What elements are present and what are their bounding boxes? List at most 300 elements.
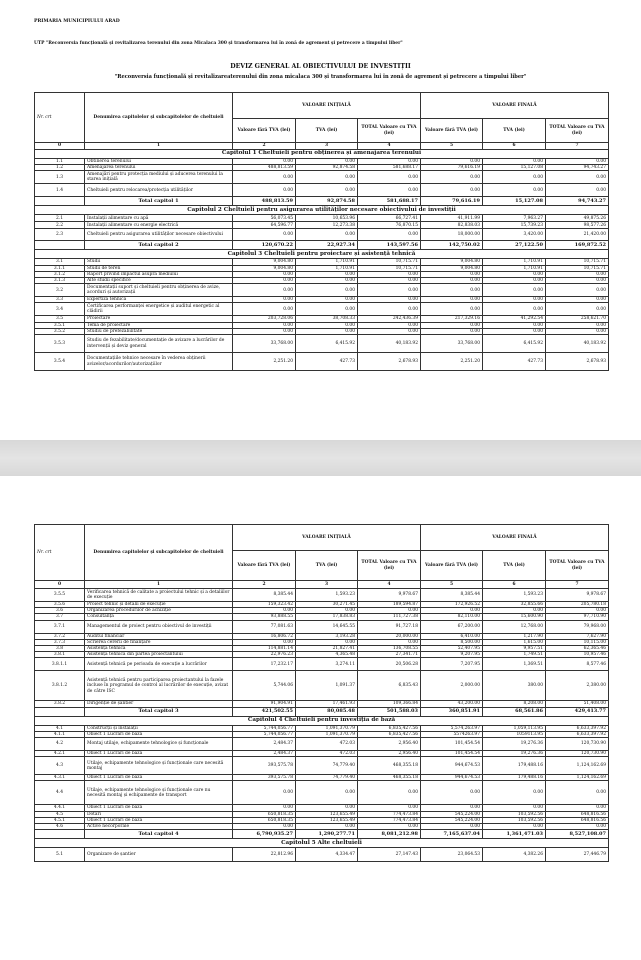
final-vat: 1,615.00 [483, 639, 546, 645]
initial-vat: 0.00 [296, 805, 358, 811]
initial-total-with-vat: 136,708.55 [358, 646, 421, 652]
final-vat: 0.00 [483, 171, 546, 184]
initial-total-with-vat: 8,081,212.98 [358, 830, 421, 839]
final-value-no-vat: 5574263.97 [421, 731, 483, 737]
header-total: TOTAL Valoare cu TVA (lei) [546, 119, 609, 143]
header-valoare-initiala: VALOARE INIȚIALĂ [233, 525, 421, 551]
initial-vat: 1,593.23 [296, 589, 358, 602]
row-code: 3.7.1 [35, 620, 85, 633]
final-total-with-vat: 21,420.00 [546, 229, 609, 241]
row-code: 4.5.1 [35, 817, 85, 823]
final-vat: 0.00 [483, 322, 546, 328]
row-code: 4.4 [35, 781, 85, 805]
header-nr-crt: Nr. crt [35, 525, 85, 581]
final-total-with-vat: 120,730.90 [546, 738, 609, 751]
final-value-no-vat: 0.00 [421, 824, 483, 830]
initial-total-with-vat: 0.00 [358, 171, 421, 184]
initial-vat: 1,091,370.79 [296, 731, 358, 737]
table-row [35, 620, 609, 633]
initial-value-no-vat: 0.00 [233, 328, 296, 334]
column-index: 1 [85, 581, 233, 589]
row-code: 4.3 [35, 757, 85, 775]
table-row [35, 229, 609, 241]
row-description: Obiect 1 Lucrări de bază [85, 775, 233, 781]
row-description: Instalații alimentare cu apă [85, 215, 233, 222]
initial-value-no-vat: 0.00 [233, 297, 296, 303]
final-vat: 41,292.54 [483, 316, 546, 322]
column-index: 7 [546, 581, 609, 589]
row-description: Scrierea cererii de finanțare [85, 639, 233, 645]
initial-total-with-vat: 0.00 [358, 781, 421, 805]
final-vat: 0.00 [483, 303, 546, 316]
initial-total-with-vat: 6,835.43 [358, 671, 421, 701]
row-code: 5.1 [35, 848, 85, 862]
row-code: 3.1.2 [35, 271, 85, 277]
final-vat: 0.00 [483, 824, 546, 830]
header-total: TOTAL Valoare cu TVA (lei) [358, 119, 421, 143]
final-value-no-vat: 545,224.00 [421, 817, 483, 823]
initial-value-no-vat: 393,575.78 [233, 757, 296, 775]
final-value-no-vat: 9,004.80 [421, 265, 483, 271]
chapter-total-row [35, 241, 609, 250]
initial-value-no-vat: 22,812.96 [233, 848, 296, 862]
row-code [35, 830, 85, 839]
initial-total-with-vat: 20,506.28 [358, 658, 421, 671]
final-vat: 9,957.51 [483, 646, 546, 652]
row-code: 1.1 [35, 159, 85, 165]
initial-value-no-vat: 120,670.22 [233, 241, 296, 250]
row-description: Asistență tehnică pentru participarea proiectantului la fazele incluse în programul de control al lucrărilor de execuție, avizat de către ISC [85, 671, 233, 701]
initial-total-with-vat: 10,715.71 [358, 259, 421, 265]
chapter-heading-row [35, 250, 609, 259]
initial-vat: 123,655.49 [296, 817, 358, 823]
row-description: Studii de teren [85, 265, 233, 271]
final-total-with-vat: 40,183.92 [546, 335, 609, 353]
table-row [35, 353, 609, 371]
final-value-no-vat: 82,110.00 [421, 614, 483, 620]
chapter-heading-row [35, 839, 609, 848]
row-description: Total capitol 1 [85, 197, 233, 206]
initial-vat: 1,091,370.79 [296, 725, 358, 731]
final-value-no-vat: 217,329.16 [421, 316, 483, 322]
row-code: 3.8.1.2 [35, 671, 85, 701]
header-tva: TVA (lei) [296, 119, 358, 143]
row-description: Utilaje, echipamente tehnologice și funcționale care necesită montaj [85, 757, 233, 775]
row-code: 3.5.1 [35, 322, 85, 328]
document-page-1 [0, 0, 641, 440]
row-code: 3.5.3 [35, 335, 85, 353]
row-code: 3.7 [35, 614, 85, 620]
initial-vat: 0.00 [296, 171, 358, 184]
header-total: TOTAL Valoare cu TVA (lei) [358, 551, 421, 581]
initial-value-no-vat: 77,081.63 [233, 620, 296, 633]
initial-total-with-vat: 76,870.15 [358, 222, 421, 229]
initial-vat: 14,645.55 [296, 620, 358, 633]
final-vat: 12,768.00 [483, 620, 546, 633]
initial-value-no-vat: 0.00 [233, 271, 296, 277]
initial-vat: 74,779.40 [296, 775, 358, 781]
row-description: Amenajări pentru protecția mediului și aducerea terenului la starea inițială [85, 171, 233, 184]
initial-vat: 17,461.93 [296, 701, 358, 707]
row-code: 2.3 [35, 229, 85, 241]
row-description: Dotări [85, 811, 233, 817]
initial-total-with-vat: 774,473.84 [358, 811, 421, 817]
column-index: 6 [483, 143, 546, 150]
row-code: 4.2 [35, 738, 85, 751]
chapter-total-row [35, 707, 609, 716]
initial-vat: 0.00 [296, 184, 358, 197]
initial-total-with-vat: 0.00 [358, 328, 421, 334]
initial-value-no-vat: 16,806.72 [233, 633, 296, 639]
initial-total-with-vat: 581,688.17 [358, 197, 421, 206]
row-description: Organizarea procedurilor de achiziție [85, 608, 233, 614]
header-tva: TVA (lei) [483, 119, 546, 143]
row-code: 3.7.2 [35, 633, 85, 639]
initial-vat: 80,085.48 [296, 707, 358, 716]
initial-vat: 4,334.47 [296, 848, 358, 862]
final-total-with-vat: 205,780.18 [546, 602, 609, 608]
budget-rows-page-2 [35, 589, 609, 862]
final-total-with-vat: 62,365.46 [546, 646, 609, 652]
initial-value-no-vat: 8,385.44 [233, 589, 296, 602]
final-value-no-vat: 18,000.00 [421, 229, 483, 241]
final-total-with-vat: 648,816.56 [546, 811, 609, 817]
row-description: Total capitol 2 [85, 241, 233, 250]
row-description: Construcții și instalații [85, 725, 233, 731]
final-value-no-vat: 2,000.00 [421, 671, 483, 701]
final-vat: 0.00 [483, 297, 546, 303]
row-code: 4.2.1 [35, 751, 85, 757]
initial-vat: 3,193.28 [296, 633, 358, 639]
budget-table-page-2 [34, 524, 609, 862]
final-total-with-vat: 49,875.26 [546, 215, 609, 222]
final-total-with-vat: 9,978.67 [546, 589, 609, 602]
initial-vat: 0.00 [296, 322, 358, 328]
row-code: 4.3.1 [35, 775, 85, 781]
final-vat: 19,276.36 [483, 738, 546, 751]
final-vat: 6,415.92 [483, 335, 546, 353]
chapter-total-row [35, 197, 609, 206]
column-index: 6 [483, 581, 546, 589]
final-total-with-vat: 10,115.00 [546, 639, 609, 645]
column-index: 3 [296, 581, 358, 589]
row-code: 3.8.1 [35, 652, 85, 658]
initial-total-with-vat: 27,341.71 [358, 652, 421, 658]
row-description: Documentații suport și cheltuieli pentru obținerea de avize, acorduri și autorizații [85, 284, 233, 297]
final-vat: 427.73 [483, 353, 546, 371]
final-total-with-vat: 0.00 [546, 608, 609, 614]
initial-value-no-vat: 0.00 [233, 639, 296, 645]
final-value-no-vat: 0.00 [421, 328, 483, 334]
row-description: Verificarea tehnică de calitate a proiectului tehnic și a detaliilor de execuție [85, 589, 233, 602]
final-value-no-vat: 101,454.54 [421, 751, 483, 757]
initial-value-no-vat: 5,744,056.77 [233, 725, 296, 731]
row-code: 3.8.1.1 [35, 658, 85, 671]
final-value-no-vat: 545,224.00 [421, 811, 483, 817]
column-index: 0 [35, 581, 85, 589]
final-total-with-vat: 10,715.71 [546, 259, 609, 265]
final-total-with-vat: 27,446.79 [546, 848, 609, 862]
final-value-no-vat: 6,410.00 [421, 633, 483, 639]
header-fara-tva: Valoare fără TVA (lei) [233, 551, 296, 581]
final-total-with-vat: 8,577.46 [546, 658, 609, 671]
final-vat: 1,593.23 [483, 589, 546, 602]
row-description: Studiu de fezabilitate/documentație de avizare a lucrărilor de intervenții și deviz general [85, 335, 233, 353]
initial-vat: 4,365.48 [296, 652, 358, 658]
final-vat: 0.00 [483, 284, 546, 297]
initial-vat: 0.00 [296, 229, 358, 241]
row-description: Expertiza tehnică [85, 297, 233, 303]
initial-vat: 17,838.83 [296, 614, 358, 620]
initial-value-no-vat: 2,484.37 [233, 738, 296, 751]
initial-vat: 0.00 [296, 608, 358, 614]
final-vat: 179,488.16 [483, 775, 546, 781]
row-code: 2.2 [35, 222, 85, 229]
column-index: 5 [421, 581, 483, 589]
initial-vat: 1,290,277.71 [296, 830, 358, 839]
chapter-heading-row [35, 206, 609, 215]
initial-value-no-vat: 33,768.00 [233, 335, 296, 353]
final-vat: 1,369.51 [483, 658, 546, 671]
row-code: 3.8 [35, 646, 85, 652]
final-vat: 68,561.86 [483, 707, 546, 716]
row-description: Proiectare [85, 316, 233, 322]
row-description: Documentațiile tehnice necesare în vederea obținerii avizelor/acordurilor/autorizațiilor [85, 353, 233, 371]
row-code: 3.7.3 [35, 639, 85, 645]
final-value-no-vat: 7,165,637.04 [421, 830, 483, 839]
column-index: 1 [85, 143, 233, 150]
final-value-no-vat: 79,616.19 [421, 165, 483, 171]
initial-value-no-vat: 650,818.35 [233, 811, 296, 817]
final-vat: 103,592.56 [483, 811, 546, 817]
final-vat: 1,710.91 [483, 259, 546, 265]
final-value-no-vat: 0.00 [421, 303, 483, 316]
final-vat: 27,122.50 [483, 241, 546, 250]
table-row [35, 284, 609, 297]
initial-total-with-vat: 0.00 [358, 608, 421, 614]
row-code [35, 241, 85, 250]
final-value-no-vat: 0.00 [421, 284, 483, 297]
final-value-no-vat: 360,851.91 [421, 707, 483, 716]
final-total-with-vat: 429,413.77 [546, 707, 609, 716]
initial-total-with-vat: 0.00 [358, 824, 421, 830]
row-description: Amenajarea terenului [85, 165, 233, 171]
row-description: Obiect 1 Lucrări de bază [85, 805, 233, 811]
row-code: 3.4 [35, 303, 85, 316]
header-tva: TVA (lei) [483, 551, 546, 581]
chapter-heading: Capitolul 5 Alte cheltuieli [35, 839, 609, 848]
final-vat: 0.00 [483, 159, 546, 165]
initial-vat: 427.73 [296, 353, 358, 371]
initial-value-no-vat: 0.00 [233, 322, 296, 328]
initial-value-no-vat: 6,790,935.27 [233, 830, 296, 839]
row-code: 3.1.1 [35, 265, 85, 271]
final-vat: 1,059,113.95 [483, 725, 546, 731]
final-total-with-vat: 79,968.00 [546, 620, 609, 633]
row-code: 3.1.3 [35, 278, 85, 284]
final-vat: 380.00 [483, 671, 546, 701]
final-value-no-vat: 0.00 [421, 608, 483, 614]
row-description: Active necorporale [85, 824, 233, 830]
document-page-2 [0, 476, 641, 960]
final-vat: 1,749.51 [483, 652, 546, 658]
row-description: Organizare de șantier [85, 848, 233, 862]
row-code [35, 197, 85, 206]
row-description: Proiect tehnic și detalii de execuție [85, 602, 233, 608]
final-total-with-vat: 2,678.93 [546, 353, 609, 371]
row-description: Asistență tehnică pe perioada de execuție a lucrărilor [85, 658, 233, 671]
initial-vat: 0.00 [296, 328, 358, 334]
final-total-with-vat: 0.00 [546, 171, 609, 184]
row-description: Raport privind impactul asupra mediului [85, 271, 233, 277]
row-code: 4.1.1 [35, 731, 85, 737]
column-index: 4 [358, 143, 421, 150]
initial-total-with-vat: 40,183.92 [358, 335, 421, 353]
final-vat: 8,208.00 [483, 701, 546, 707]
final-total-with-vat: 0.00 [546, 328, 609, 334]
final-total-with-vat: 94,743.27 [546, 165, 609, 171]
final-vat: 1,710.91 [483, 265, 546, 271]
initial-value-no-vat: 93,888.55 [233, 614, 296, 620]
initial-value-no-vat: 5,744.06 [233, 671, 296, 701]
final-vat: 4,382.26 [483, 848, 546, 862]
table-row [35, 658, 609, 671]
initial-value-no-vat: 488,813.59 [233, 165, 296, 171]
initial-total-with-vat: 66,727.41 [358, 215, 421, 222]
initial-value-no-vat: 0.00 [233, 284, 296, 297]
initial-total-with-vat: 581,688.17 [358, 165, 421, 171]
initial-total-with-vat: 0.00 [358, 805, 421, 811]
initial-total-with-vat: 10,715.71 [358, 265, 421, 271]
row-code: 4.5 [35, 811, 85, 817]
chapter-total-row [35, 830, 609, 839]
final-value-no-vat: 41,911.99 [421, 215, 483, 222]
initial-value-no-vat: 421,502.55 [233, 707, 296, 716]
row-description: Montaj utilaje, echipamente tehnologice și funcționale [85, 738, 233, 751]
final-total-with-vat: 1,124,162.69 [546, 757, 609, 775]
final-value-no-vat: 8,500.00 [421, 639, 483, 645]
header-denumire: Denumirea capitolelor și subcapitolelor de cheltuieli [85, 93, 233, 143]
final-total-with-vat: 10,715.71 [546, 265, 609, 271]
row-code: 1.2 [35, 165, 85, 171]
initial-vat: 3,274.11 [296, 658, 358, 671]
final-vat: 15,600.90 [483, 614, 546, 620]
row-description: Managementul de proiect pentru obiectivul de investiții [85, 620, 233, 633]
row-description: Instalații alimentare cu energie electrică [85, 222, 233, 229]
table-row [35, 171, 609, 184]
final-value-no-vat: 0.00 [421, 322, 483, 328]
row-code: 3.5.6 [35, 602, 85, 608]
final-value-no-vat: 0.00 [421, 159, 483, 165]
final-vat: 0.00 [483, 328, 546, 334]
row-code: 3.5.2 [35, 328, 85, 334]
final-value-no-vat: 944,674.53 [421, 775, 483, 781]
final-vat: 0.00 [483, 271, 546, 277]
row-code: 3.5.5 [35, 589, 85, 602]
chapter-heading: Capitolul 1 Cheltuieli pentru obținerea și amenajarea terenului [35, 150, 609, 159]
initial-value-no-vat: 2,484.37 [233, 751, 296, 757]
final-total-with-vat: 0.00 [546, 805, 609, 811]
final-vat: 32,855.66 [483, 602, 546, 608]
initial-vat: 0.00 [296, 639, 358, 645]
initial-vat: 38,708.33 [296, 316, 358, 322]
table-row [35, 781, 609, 805]
initial-vat: 0.00 [296, 284, 358, 297]
final-vat: 7,963.27 [483, 215, 546, 222]
row-description: Asistență tehnică [85, 646, 233, 652]
column-index: 2 [233, 143, 296, 150]
final-vat: 0.00 [483, 608, 546, 614]
final-value-no-vat: 0.00 [421, 278, 483, 284]
final-total-with-vat: 7,627.90 [546, 633, 609, 639]
initial-value-no-vat: 9,004.80 [233, 259, 296, 265]
initial-value-no-vat: 9,004.80 [233, 265, 296, 271]
initial-vat: 1,710.91 [296, 259, 358, 265]
row-description: Obiect 1 Lucrări de bază [85, 731, 233, 737]
initial-total-with-vat: 0.00 [358, 271, 421, 277]
final-total-with-vat: 1,124,162.69 [546, 775, 609, 781]
chapter-heading-row [35, 716, 609, 725]
initial-total-with-vat: 0.00 [358, 639, 421, 645]
initial-vat: 472.03 [296, 738, 358, 751]
initial-value-no-vat: 0.00 [233, 824, 296, 830]
document-title: DEVIZ GENERAL AL OBIECTIVULUI DE INVESTIȚII [230, 63, 411, 70]
header-valoare-initiala: VALOARE INIȚIALĂ [233, 93, 421, 119]
table-row [35, 757, 609, 775]
header-valoare-finala: VALOARE FINALĂ [421, 93, 609, 119]
initial-total-with-vat: 774,473.84 [358, 817, 421, 823]
final-total-with-vat: 98,577.26 [546, 222, 609, 229]
budget-table-page-1 [34, 92, 609, 371]
final-total-with-vat: 0.00 [546, 278, 609, 284]
initial-value-no-vat: 0.00 [233, 303, 296, 316]
initial-value-no-vat: 91,904.91 [233, 701, 296, 707]
row-description: Studii [85, 259, 233, 265]
final-value-no-vat: 0.00 [421, 184, 483, 197]
final-value-no-vat: 101,454.54 [421, 738, 483, 751]
final-value-no-vat: 79,616.19 [421, 197, 483, 206]
final-value-no-vat: 5,574,263.97 [421, 725, 483, 731]
final-value-no-vat: 172,926.52 [421, 602, 483, 608]
final-total-with-vat: 6,633,397.92 [546, 725, 609, 731]
row-description: Consultanță [85, 614, 233, 620]
final-value-no-vat: 0.00 [421, 171, 483, 184]
header-valoare-finala: VALOARE FINALĂ [421, 525, 609, 551]
initial-total-with-vat: 2,956.40 [358, 751, 421, 757]
row-description: Utilaje, echipamente tehnologice și funcționale care nu necesită montaj și echipamente de transport [85, 781, 233, 805]
initial-total-with-vat: 9,978.67 [358, 589, 421, 602]
row-description: Cheltuieli pentru asigurarea utilităților necesare obiectivului [85, 229, 233, 241]
final-total-with-vat: 97,710.90 [546, 614, 609, 620]
final-value-no-vat: 0.00 [421, 297, 483, 303]
header-fara-tva: Valoare fără TVA (lei) [421, 551, 483, 581]
final-value-no-vat: 0.00 [421, 781, 483, 805]
row-code: 3.1 [35, 259, 85, 265]
document-subtitle: "Reconversia funcțională și revitalizareaterenului din zona micalaca 300 și transformarea lui în zonă de agrement și petrecere a timpului liber" [114, 74, 527, 80]
initial-total-with-vat: 111,727.38 [358, 614, 421, 620]
final-value-no-vat: 43,200.00 [421, 701, 483, 707]
row-code: 3.5.4 [35, 353, 85, 371]
table-row [35, 848, 609, 862]
initial-value-no-vat: 159,323.42 [233, 602, 296, 608]
initial-total-with-vat: 468,355.18 [358, 757, 421, 775]
initial-total-with-vat: 6,835,427.56 [358, 725, 421, 731]
initial-total-with-vat: 20,000.00 [358, 633, 421, 639]
initial-value-no-vat: 488,813.59 [233, 197, 296, 206]
initial-value-no-vat: 203,728.06 [233, 316, 296, 322]
row-code: 2.1 [35, 215, 85, 222]
row-description: Cheltuieli pentru relocarea/protecția utilităților [85, 184, 233, 197]
